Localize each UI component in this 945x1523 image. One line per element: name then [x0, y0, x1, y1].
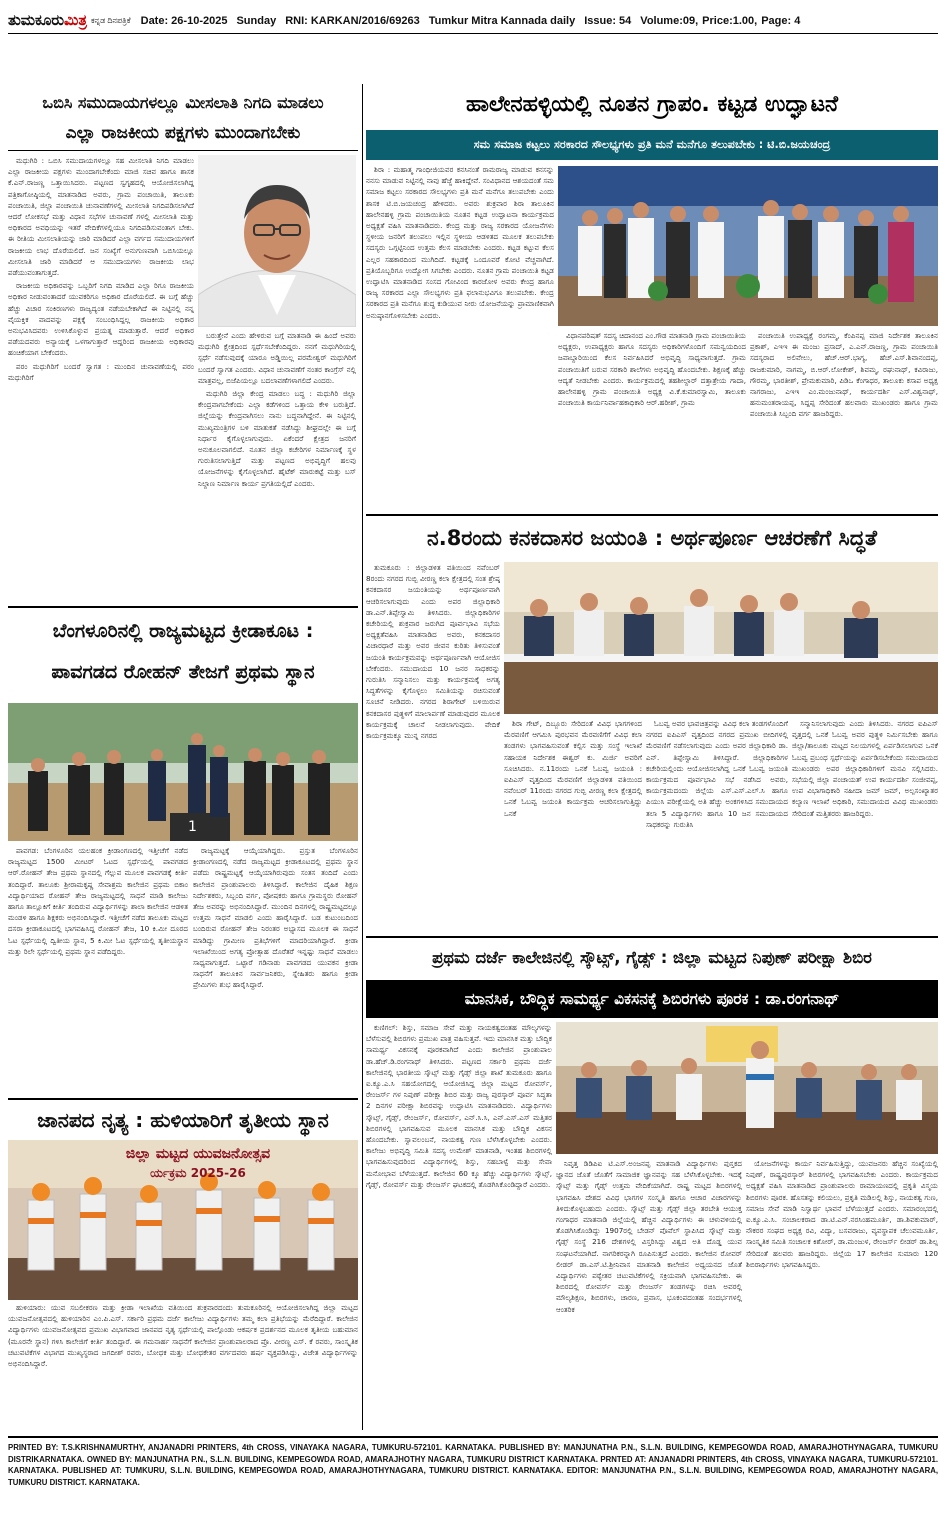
gram-body-col2	[558, 330, 746, 512]
sports-paragraph: ರಾಜ್ಯಮಟ್ಟಕ್ಕೆ ಆಯ್ಕೆಯಾಗಿದ್ದರು. ಪ್ರಸ್ತುತ ಬೆಂಗಳೂರಿನ ಕ್ರೀಡಾಂಗಣದಲ್ಲಿ ನಡೆದ ರಾಜ್ಯಮಟ್ಟದ ಕ್ರೀಡಾಕೂಟದಲ್ಲಿ ಪ್ರಥಮ ಸ್ಥಾನ ಪಡೆದು ರಾಷ್ಟ್ರಮಟ್ಟಕ್ಕೆ ಆಯ್ಕೆಯಾಗಿರುವುದು ಸಂತಸ ತಂದಿದೆ ಎಂದು ಕಾಲೇಜಿನ ಪ್ರಾಂಶುಪಾಲರು ತಿಳಿಸಿದ್ದಾರೆ. ಕಾಲೇಜಿನ ದೈಹಿಕ ಶಿಕ್ಷಣ ನಿರ್ದೇಶಕರು, ಸಿಬ್ಬಂದಿ ವರ್ಗ, ಪೋಷಕರು ಹಾಗೂ ಗ್ರಾಮಸ್ಥರು ರೋಹನ್ ತೇಜ ಅವರನ್ನು ಅಭಿನಂದಿಸಿದ್ದಾರೆ. ಮುಂದಿನ ದಿನಗಳಲ್ಲಿ ರಾಷ್ಟ್ರಮಟ್ಟದಲ್ಲೂ ಉತ್ತಮ ಸಾಧನೆ ಮಾಡಲಿ ಎಂದು ಹಾರೈಸಿದ್ದಾರೆ. ಬಡ ಕುಟುಂಬದಿಂದ ಬಂದಿರುವ ರೋಹನ್ ತೇಜ ನಿರಂತರ ಅಭ್ಯಾಸದ ಮೂಲಕ ಈ ಸಾಧನೆ ಮಾಡಿದ್ದು ಗ್ರಾಮೀಣ ಪ್ರತಿಭೆಗಳಿಗೆ ಮಾದರಿಯಾಗಿದ್ದಾರೆ. ಕ್ರೀಡಾ ಇಲಾಖೆಯಿಂದ ಅಗತ್ಯ ಪ್ರೋತ್ಸಾಹ ದೊರೆತರೆ ಇನ್ನಷ್ಟು ಸಾಧನೆ ಮಾಡಲು ಸಾಧ್ಯವಾಗುತ್ತದೆ. ಒಟ್ಟಾರೆ ಗಡಿನಾಡು ಪಾವಗಡದ ಯುವಕನ ಕ್ರೀಡಾ ಸಾಧನೆಗೆ ತಾಲೂಕಿನ ಸಾರ್ವಜನಿಕರು, ಸ್ನೇಹಿತರು ಹಾಗೂ ಕ್ರೀಡಾ ಪ್ರೇಮಿಗಳು ಶುಭ ಹಾರೈಸಿದ್ದಾರೆ.	[193, 846, 358, 990]
gram-body-col1	[366, 164, 554, 512]
kanaka-body-col2	[504, 718, 642, 934]
sports-paragraph: ಪಾವಗಡ: ಬೆಂಗಳೂರಿನ ಯಲಹಂಕ ಕ್ರೀಡಾಂಗಣದಲ್ಲಿ ಇತ್ತೀಚೆಗೆ ನಡೆದ ರಾಜ್ಯಮಟ್ಟದ 1500 ಮೀಟರ್ ಓಟದ ಸ್ಪರ್ಧೆಯಲ್ಲಿ ಪಾವಗಡದ ಆರ್.ರೋಹನ್ ತೇಜ ಪ್ರಥಮ ಸ್ಥಾನದಲ್ಲಿ ಗೆಲ್ಲುವ ಮೂಲಕ ಪಾವಗಡಕ್ಕೆ ಕೀರ್ತಿ ತಂದಿದ್ದಾರೆ. ತಾಲೂಕು ಶ್ರೀರಾಮಕೃಷ್ಣ ಸೇವಾಶ್ರಮ ಕಾಲೇಜಿನ ಪ್ರಥಮ ಬಿಕಾಂ ವಿದ್ಯಾರ್ಥಿಯಾದ ರೋಹನ್ ತೇಜ ರಾಜ್ಯಮಟ್ಟದಲ್ಲಿ ಸಾಧನೆ ಮಾಡಿ ಕಾಲೇಜು ಹಾಗೂ ತಾಲ್ಲೂಕಿಗೆ ಕೀರ್ತಿ ತಂದಿರುವ ವಿದ್ಯಾರ್ಥಿಗಳನ್ನು ಶಾಲಾ ಕಾಲೇಜಿನ ಆಡಳಿತ ಮಂಡಳಿ ಹಾಗೂ ಶಿಕ್ಷಕರು ಅಭಿನಂದಿಸಿದ್ದಾರೆ. ಇತ್ತೀಚೆಗೆ ನಡೆದ ತಾಲೂಕು ಮಟ್ಟದ ದಸರಾ ಕ್ರೀಡಾಕೂಟದಲ್ಲಿ ಭಾಗವಹಿಸಿದ್ದ ರೋಹನ್ ತೇಜ, 10 ಕಿ.ಮೀ ದೂರದ ಓಟ ಸ್ಪರ್ಧೆಯಲ್ಲಿ ದ್ವಿತೀಯ ಸ್ಥಾನ, 5 ಕಿ.ಮೀ ಓಟ ಸ್ಪರ್ಧೆಯಲ್ಲಿ ತೃತೀಯಸ್ಥಾನ ಮತ್ತು ರಿಲೇ ಸ್ಪರ್ಧೆಯಲ್ಲಿ ಪ್ರಥಮ ಸ್ಥಾನ ಪಡೆದಿದ್ದರು.	[8, 846, 188, 956]
gram-subhead: ಸಮ ಸಮಾಜ ಕಟ್ಟಲು ಸರಕಾರದ ಸೌಲಭ್ಯಗಳು ಪ್ರತಿ ಮನೆ ಮನೆಗೂ ತಲುಪಬೇಕು : ಟಿ.ಬಿ.ಜಯಚಂದ್ರ	[366, 130, 938, 160]
obc-headline-2: ಎಲ್ಲಾ ರಾಜಕೀಯ ಪಕ್ಷಗಳು ಮುಂದಾಗಬೇಕು	[65, 123, 301, 143]
scouts-subhead: ಮಾನಸಿಕ, ಬೌದ್ಧಿಕ ಸಾಮರ್ಥ್ಯ ವಿಕಸನಕ್ಕೆ ಶಿಬಿರಗಳು ಪೂರಕ : ಡಾ.ರಂಗನಾಥ್	[366, 980, 938, 1018]
gram-headline: ಹಾಲೇನಹಳ್ಳಿಯಲ್ಲಿ ನೂತನ ಗ್ರಾಪಂ. ಕಟ್ಟಡ ಉದ್ಘಾಟನೆ	[366, 84, 938, 124]
kanaka-paragraph: ಸನ್ಮಾನಿಸಲಾಗುವುದು ಎಂದು ತಿಳಿಸಿದರು. ನಗರದ ಐಪಿಎಸ್ ವೃತ್ತದಲ್ಲಿ ಒನಕೆ ಓಬವ್ವ ಅವರ ಪುತ್ಥಳಿ ನಿರ್ಮಿಸಬೇಕು ಹಾಗೂ ಜಿಲ್ಲಾ/ತಾಲೂಕು ಮಟ್ಟದ ನಿಲಯಗಳಲ್ಲಿ ಏರ್ಪಡಿಸಲಾಗುವ ಒನಕೆ ಓಬವ್ವ ಪ್ರಬಂಧ ಸ್ಪರ್ಧೆಯನ್ನು ಏರ್ಪಡಿಸಬೇಕೆಂದು ಸಮುದಾಯದ ಮುಖಂಡರು ಅಪರ ಜಿಲ್ಲಾಧಿಕಾರಿಗಳಿಗೆ ಮನವಿ ಸಲ್ಲಿಸಿದರು. ಸಭೆಯಲ್ಲಿ ಜಿಲ್ಲಾ ಪಂಚಾಯತ್ ಉಪ ಕಾರ್ಯದರ್ಶಿ ಸಂಜೀವಪ್ಪ, ಉಪ ವಿಭಾಗಾಧಿಕಾರಿ ನಹೀದಾ ಜಮ್ ಜಮ್, ಅಲ್ಪಸಂಖ್ಯಾತರ ಕಲ್ಯಾಣ ಇಲಾಖೆ ಅಧಿಕಾರಿ, ಸಮುದಾಯದ ವಿವಿಧ ಮುಖಂಡರು ಸೇರಿದಂತೆ ಮತ್ತಿತರರು ಹಾಜರಿದ್ದರು.	[792, 719, 938, 818]
page-number: Page: 4	[761, 14, 801, 27]
scouts-camp-photo	[556, 1022, 938, 1154]
rni-number: RNI: KARKAN/2016/69263	[285, 14, 420, 27]
scouts-paragraph: ಕುಣಿಗಲ್: ಶಿಸ್ತು, ಸಮಾಜ ಸೇವೆ ಮತ್ತು ನಾಯಕತ್ವದಂತಹ ಮೌಲ್ಯಗಳನ್ನು ಬೆಳೆಸುವಲ್ಲಿ ಶಿಬಿರಗಳು ಪ್ರಮುಖ ಪಾತ್ರ ವಹಿಸುತ್ತವೆ. ಇದು ಮಾನಸಿಕ ಮತ್ತು ಬೌದ್ಧಿಕ ಸಾಮರ್ಥ್ಯ ವಿಕಸನಕ್ಕೆ ಪೂರಕವಾಗಿದೆ ಎಂದು ಕಾಲೇಜಿನ ಪ್ರಾಂಶುಪಾಲ ಡಾ.ಹೆಚ್.ಡಿ.ರಂಗನಾಥ್ ತಿಳಿಸಿದರು. ಪಟ್ಟಣದ ಸರ್ಕಾರಿ ಪ್ರಥಮ ದರ್ಜೆ ಕಾಲೇಜಿನಲ್ಲಿ ಭಾರತೀಯ ಸ್ಕೌಟ್ಸ್ ಮತ್ತು ಗೈಡ್ಸ್ ಜಿಲ್ಲಾ ಶಾಖೆ ತುಮಕೂರು ಹಾಗೂ ಐ.ಕ್ಯೂ.ಎ.ಸಿ ಸಹಯೋಗದಲ್ಲಿ ಆಯೋಜಿಸಿದ್ದ ಜಿಲ್ಲಾ ಮಟ್ಟದ ರೋವರ್ಸ್, ರೇಂಜರ್ಸ್ ಗಳ ನಿಪುಣ್ ಪರೀಕ್ಷಾ ಶಿಬಿರ ಮತ್ತು ರಾಜ್ಯ ಪುರಸ್ಕಾರ್ ಪೂರ್ವ ಸಿದ್ಧತಾ 2 ದಿನಗಳ ಪರೀಕ್ಷಾ ಶಿಬಿರವನ್ನು ಉದ್ಘಾಟಿಸಿ ಮಾತನಾಡಿದರು. ವಿದ್ಯಾರ್ಥಿಗಳು ಸ್ಕೌಟ್ಸ್, ಗೈಡ್ಸ್, ರೇಂಜರ್ಸ್, ರೋವರ್ಸ್, ಎನ್.ಸಿ.ಸಿ, ಎನ್.ಎಸ್.ಎಸ್ ಮತ್ತಿತರ ಶಿಬಿರಗಳಲ್ಲಿ ಭಾಗವಹಿಸುವ ಮೂಲಕ ಮಾನಸಿಕ ಮತ್ತು ಬೌದ್ಧಿಕ ವಿಕಸನ ಹೊಂದಬೇಕು. ಸ್ವಾವಲಂಬನೆ, ನಾಯಕತ್ವ ಗುಣ ಬೆಳೆಸಿಕೊಳ್ಳಬೇಕು ಎಂದರು. ಕಾಲೇಜು ಅಭಿವೃದ್ಧಿ ಸಮಿತಿ ಸದಸ್ಯ ಉಮೇಶ್ ಮಾತನಾಡಿ, ಇಂತಹ ಶಿಬಿರಗಳಲ್ಲಿ ಭಾಗವಹಿಸುವುದರಿಂದ ವಿದ್ಯಾರ್ಥಿಗಳಲ್ಲಿ ಶಿಸ್ತು, ಸಹಬಾಳ್ವೆ ಮತ್ತು ಸೇವಾ ಮನೋಭಾವ ಬೆಳೆಯುತ್ತದೆ. ಕಾಲೇಜಿನ 60 ಕ್ಕೂ ಹೆಚ್ಚು ವಿದ್ಯಾರ್ಥಿಗಳು ಸ್ಕೌಟ್ಸ್, ಗೈಡ್ಸ್, ರೋವರ್ಸ್ ಮತ್ತು ರೇಂಜರ್ಸ್ ಘಟಕದಲ್ಲಿ ತೊಡಗಿಸಿಕೊಂಡಿದ್ದಾರೆ ಎಂದರು.	[366, 1023, 552, 1189]
scouts-headline: ಪ್ರಥಮ ದರ್ಜೆ ಕಾಲೇಜಿನಲ್ಲಿ ಸ್ಕೌಟ್ಸ್, ಗೈಡ್ಸ್ : ಜಿಲ್ಲಾ ಮಟ್ಟದ ನಿಪುಣ್ ಪರೀಕ್ಷಾ ಶಿಬಿರ	[432, 948, 872, 967]
scouts-paragraph: ನಿವೃತ್ತ ಡಿಡಿಪಿಐ ಟಿ.ಎಸ್.ಅಂಜನಪ್ಪ ಮಾತನಾಡಿ ವಿದ್ಯಾರ್ಥಿಗಳು ಪುಸ್ತಕದ ಜ್ಞಾನದ ಜೊತೆ ಜೊತೆಗೆ ಸಾಮಾಜಿಕ ಜ್ಞಾನವನ್ನು ಸಹ ಬೆಳೆಸಿಕೊಳ್ಳಬೇಕು. ಇದಕ್ಕೆ ಸ್ಕೌಟ್ಸ್ ಮತ್ತು ಗೈಡ್ಸ್ ಉತ್ತಮ ವೇದಿಕೆಯಾಗಿದೆ. ರಾಷ್ಟ್ರ ಮಟ್ಟದ ಶಿಬಿರಗಳಲ್ಲಿ ಭಾಗವಹಿಸಿ ದೇಶದ ವಿವಿಧ ಭಾಗಗಳ ಸಂಸ್ಕೃತಿ ಹಾಗೂ ಆಚಾರ ವಿಚಾರಗಳನ್ನು ತಿಳಿದುಕೊಳ್ಳಬಹುದು ಎಂದರು. ಸ್ಕೌಟ್ಸ್ ಮತ್ತು ಗೈಡ್ಸ್ ಜಿಲ್ಲಾ ತರಬೇತಿ ಆಯುಕ್ತ ಗಂಗಾಧರ ಮಾತನಾಡಿ ಜಿಲ್ಲೆಯಲ್ಲಿ ಹೆಚ್ಚಿನ ವಿದ್ಯಾರ್ಥಿಗಳು ಈ ಚಳುವಳಿಯಲ್ಲಿ ತೊಡಗಿಸಿಕೊಂಡಿದ್ದು 1907ರಲ್ಲಿ ಬೇಡನ್ ಪೊವೆಲ್ ಸ್ಥಾಪಿಸಿದ ಸ್ಕೌಟ್ಸ್ ಮತ್ತು ಗೈಡ್ಸ್ ಸಂಸ್ಥೆ 216 ದೇಶಗಳಲ್ಲಿ ವಿಸ್ತರಿಸಿದ್ದು ವಿಶ್ವದ ಅತಿ ದೊಡ್ಡ ಯುವ ಸಂಘಟನೆಯಾಗಿದೆ. ನಾಗರಿಕರನ್ನಾಗಿ ರೂಪಿಸುತ್ತದೆ ಎಂದರು. ಕಾಲೇಜಿನ ರೋವರ್ ಲೀಡರ್ ಡಾ.ಎಸ್.ಟಿ.ಶ್ರೀನಿವಾಸ ಮಾತನಾಡಿ ಕಾಲೇಜಿನ ಅಧ್ಯಯನದ ಜೊತೆ ವಿದ್ಯಾರ್ಥಿಗಳು ಪಠ್ಯೇತರ ಚಟುವಟಿಕೆಗಳಲ್ಲಿ ಸಕ್ರಿಯವಾಗಿ ಭಾಗವಹಿಸಬೇಕು. ಈ ಶಿಬಿರದಲ್ಲಿ ರೋವರ್ಸ್ ಮತ್ತು ರೇಂಜರ್ಸ್ ತಂಡಗಳನ್ನು ರಚಿಸಿ ಅವರಲ್ಲಿ ಮೌಲ್ಯಶಿಕ್ಷಣ, ಶಿಬಿರಗಳು, ಚಾರಣ, ಪ್ರವಾಸ, ಭೂಕಂಪದಂತಹ ಸಂದರ್ಭಗಳಲ್ಲಿ ಆಂತರಿಕ	[556, 1159, 742, 1314]
gram-body-col3	[750, 330, 938, 512]
meeting-photo	[504, 562, 938, 714]
sports-headline-1: ಬೆಂಗಳೂರಿನಲ್ಲಿ ರಾಜ್ಯಮಟ್ಟದ ಕ್ರೀಡಾಕೂಟ :	[52, 620, 314, 642]
obc-body-col1	[8, 155, 194, 595]
obc-paragraph: ಮಧುಗಿರಿ ಜಿಲ್ಲಾ ಕೇಂದ್ರ ಮಾಡಲು ಬದ್ಧ : ಮಧುಗಿರಿ ಜಿಲ್ಲಾ ಕೇಂದ್ರವಾಗಬೇಕೆಂದು ಎಲ್ಲಾ ಕಡೆಗಳಿಂದ ಒತ್ತಾಯ ಕೇಳಿ ಬರುತ್ತಿದೆ. ಜಿಲ್ಲೆಯನ್ನು ಕೇಂದ್ರವಾಗಿಸಲು ನಾನು ಬದ್ಧನಾಗಿದ್ದೇನೆ. ಈ ನಿಟ್ಟಿನಲ್ಲಿ ಮುಖ್ಯಮಂತ್ರಿಗಳ ಬಳಿ ಮಾತುಕತೆ ನಡೆಸಿದ್ದು ಶೀಘ್ರದಲ್ಲೇ ಈ ಬಗ್ಗೆ ನಿರ್ಧಾರ ಕೈಗೊಳ್ಳಲಾಗುವುದು. ಏಕೆಂದರೆ ಕ್ಷೇತ್ರದ ಜನರಿಗೆ ಅನುಕೂಲವಾಗಲಿದೆ. ನೂತನ ಜಿಲ್ಲಾ ಕಚೇರಿಗಳ ನಿರ್ಮಾಣಕ್ಕೆ ಸ್ಥಳ ಗುರುತಿಸಲಾಗುತ್ತಿದೆ ಮತ್ತು ಪಟ್ಟಣದ ಅಭಿವೃದ್ಧಿಗೆ ಹಲವು ಯೋಜನೆಗಳನ್ನು ಕೈಗೊಳ್ಳಲಾಗಿದೆ. ಹೈಟೆಕ್ ಮಾರುಕಟ್ಟೆ ಮತ್ತು ಬಸ್ ನಿಲ್ದಾಣ ನಿರ್ಮಾಣ ಕಾರ್ಯ ಪ್ರಗತಿಯಲ್ಲಿದೆ ಎಂದರು.	[198, 389, 356, 488]
rajanna-portrait-photo	[198, 155, 356, 327]
scouts-body-col1	[366, 1022, 552, 1430]
divider	[8, 606, 358, 608]
sports-headline-2: ಪಾವಗಡದ ರೋಹನ್ ತೇಜಗೆ ಪ್ರಥಮ ಸ್ಥಾನ	[51, 661, 315, 683]
divider	[366, 514, 938, 516]
divider	[8, 150, 358, 151]
dance-banner-line-2: ರ್ಯಕ್ರಮ 2025-26	[150, 1166, 246, 1180]
obc-paragraph: ಬರುತ್ತೇನೆ ಎಂದು ಹೇಳಿರುವ ಬಗ್ಗೆ ಮಾತನಾಡಿ ಈ ಹಿಂದೆ ಅವರು ಮಧುಗಿರಿ ಕ್ಷೇತ್ರದಿಂದ ಸ್ಪರ್ಧೆಸಬೇಕೆಂದಿದ್ದರು. ನನಗೆ ಮಧುಗಿರಿಯಲ್ಲಿ ಸ್ಪರ್ಧೆ ನಡೆಸುವುದಕ್ಕೆ ಯಾರೂ ಅಡ್ಡಿಯಿಲ್ಲ ಪರಮೇಶ್ವರ್ ಮಧುಗಿರಿಗೆ ಬಂದರೆ ಸ್ವಾಗತ ಎಂದರು. ವಿಧಾನ ಚುನಾವಣೆಗೆ ನಂತರ ಕಾಂಗ್ರೆಸ್ ನಲ್ಲಿ ಮಾತ್ರವಲ್ಲ, ಬಿಜೆಪಿಯಲ್ಲೂ ಬದಲಾವಣೆಗಳಾಗಲಿದೆ ಎಂದರು.	[198, 331, 356, 385]
kanaka-headline: ನ.8ರಂದು ಕನಕದಾಸರ ಜಯಂತಿ : ಅರ್ಥಪೂರ್ಣ ಆಚರಣೆಗೆ ಸಿದ್ಧತೆ	[427, 525, 877, 550]
dance-body	[8, 1302, 358, 1430]
newspaper-logo: ತುಮಕೂರುಮಿತ್ರ	[8, 12, 87, 29]
obc-body-col2	[198, 330, 356, 595]
scouts-paragraph: ಯೋಜನೆಗಳನ್ನು ಕಾರ್ಯ ನಿರ್ವಹಿಸುತ್ತಿದ್ದು, ಯುವಜನರು ಹೆಚ್ಚಿನ ಸಂಖ್ಯೆಯಲ್ಲಿ ನಿಪುಣ್, ರಾಷ್ಟ್ರಪುರಸ್ಕಾರ್ ಶಿಬಿರಗಳಲ್ಲಿ ಭಾಗವಹಿಸಬೇಕು ಎಂದರು. ಕಾರ್ಯಕ್ರಮದ ಅಧ್ಯಕ್ಷತೆ ವಹಿಸಿ ಮಾತನಾಡಿದ ಪ್ರಾಂಶುಪಾಲರು ರಾಮಾಯಣದಲ್ಲಿ ಪ್ರಕೃತಿ ವಿಸ್ಮಯ ಶಿಬಿರಗಳು ಪೂರಕ. ಹೊಸತನ್ನು ಕಲಿಯಲು, ಪ್ರಕೃತಿ ಮಡಿಲಲ್ಲಿ ಶಿಸ್ತು, ನಾಯಕತ್ವ ಗುಣ, ಸಮಾಜ ಸೇವೆ ಮಾಡಿ ನಿಸ್ವಾರ್ಥ ಭಾವನೆ ಬೆಳೆಯುತ್ತದೆ ಎಂದರು. ಸಮಾರಂಭದಲ್ಲಿ ಐ.ಕ್ಯೂ.ಎ.ಸಿ. ಸಂಚಾಲಕರಾದ ಡಾ.ಟಿ.ಎನ್.ನರಸಿಂಹಮೂರ್ತಿ, ಡಾ.ಶಿವಕುಮಾರ್, ನೌಕರರ ಸಂಘದ ಅಧ್ಯಕ್ಷ ರವಿ, ವಿದ್ಯಾ, ಬಸವರಾಜು, ವ್ಯವಸ್ಥಾಪಕ ಚೆಲುವಮೂರ್ತಿ, ಸಾಂಸ್ಕೃತಿಕ ಸಮಿತಿ ಸಂಚಾಲಕ ಕಿಶೋರ್, ಡಾ.ಮಂಜುಳ, ರೇಂಜರ್ಸ್ ಲೀಡರ್ ಡಾ.ಶಿಲ್ಪ ಸೇರಿದಂತೆ ಹಲವರು ಹಾಜರಿದ್ದರು. ಜಿಲ್ಲೆಯ 17 ಕಾಲೇಜಿನ ಸುಮಾರು 120 ಶಿಬಿರಾರ್ಥಿಗಳು ಭಾಗವಹಿಸಿದ್ದರು.	[746, 1159, 938, 1269]
volume-number: Volume:09,	[640, 14, 699, 27]
dance-headline: ಜಾನಪದ ನೃತ್ಯ : ಹುಳಿಯಾರಿಗೆ ತೃತೀಯ ಸ್ಥಾನ	[37, 1108, 329, 1132]
paper-name: Tumkur Mitra Kannada daily	[428, 14, 576, 27]
column-divider	[362, 84, 363, 1430]
scouts-body-col3	[746, 1158, 938, 1430]
kanaka-paragraph: ಶಿರಾ ಗೇಟ್, ದಿಬ್ಬೂರು ಸೇರಿದಂತೆ ವಿವಿಧ ಭಾಗಗಳಿಂದ ಮೆರವಣಿಗೆ ಆಗಮಿಸಿ ಪುರಭವನ ಮೆರವಣಿಗೆಗೆ ವಿವಿಧ ಕಲಾ ತಂಡಗಳು ಭಾಗವಹಿಸುವಂತೆ ಕಲ್ಪಿಸ ಮತ್ತು ಸಂಸ್ಥೆ ಇಲಾಖೆ ಸಹಾಯಕ ನಿರ್ದೇಶಕ ಈಶ್ವರ್ ಕು. ಮಿರ್ಜಿ ಅವರಿಗೆ ಸೂಚಿಸಿದರು. ನ.11ರಂದು ಒನಕೆ ಓಬವ್ವ ಜಯಂತಿ : ಐಪಿಎಸ್ ವೃತ್ತದಿಂದ ಮೆರವಣಿಗೆ ಜಿಲ್ಲಾಡಳಿತ ವತಿಯಿಂದ ನವೆಂಬರ್ 11ರಂದು ನಗರದ ಗುಬ್ಬಿ ವೀರಣ್ಣ ಕಲಾ ಕ್ಷೇತ್ರದಲ್ಲಿ ಒನಕೆ ಓಬವ್ವ ಜಯಂತಿ ಕಾರ್ಯಕ್ರಮ ಆಚರಿಸಲಾಗುತ್ತಿದ್ದು ಒನಕೆ	[504, 719, 642, 818]
issue-date: Date: 26-10-2025	[140, 14, 228, 27]
kanaka-paragraph: ತುಮಕೂರು : ಜಿಲ್ಲಾಡಳಿತ ವತಿಯಿಂದ ನವೆಂಬರ್ 8ರಂದು ನಗರದ ಗುಬ್ಬಿ ವೀರಣ್ಣ ಕಲಾ ಕ್ಷೇತ್ರದಲ್ಲಿ ಸಂತ ಶ್ರೇಷ್ಠ ಕನಕದಾಸರ ಜಯಂತಿಯನ್ನು ಅರ್ಥಪೂರ್ಣವಾಗಿ ಆಚರಿಸಲಾಗುವುದು ಎಂದು ಅಪರ ಜಿಲ್ಲಾಧಿಕಾರಿ ಡಾ.ಎನ್.ತಿಪ್ಪೇಸ್ವಾಮಿ ತಿಳಿಸಿದರು. ಜಿಲ್ಲಾಧಿಕಾರಿಗಳ ಕಚೇರಿಯಲ್ಲಿ ಶುಕ್ರವಾರ ಜರುಗಿದ ಪೂರ್ವಭಾವಿ ಸಭೆಯ ಅಧ್ಯಕ್ಷತೆವಹಿಸಿ ಮಾತನಾಡಿದ ಅವರು, ಕನಕದಾಸರ ವಿಚಾರಧಾರೆ ಮತ್ತು ಅವರ ಜೀವನ ಕುರಿತು ತಿಳಿಸುವಂತೆ ಜಯಂತಿ ಕಾರ್ಯಕ್ರಮವನ್ನು ಅರ್ಥಪೂರ್ಣವಾಗಿ ಆಯೋಜಿಸ ಬೇಕೆಂದರು. ಸಮುದಾಯದ 10 ಜನರ ಸಾಧಕರನ್ನು ಗುರುತಿಸಿ ಸನ್ಮಾನಿಸಲು ಮತ್ತು ಕಾರ್ಯಕ್ರಮಕ್ಕೆ ಅಗತ್ಯ ಸಿದ್ಧತೆಗಳನ್ನು ಕೈಗೊಳ್ಳಲು ಸಮಿತಿಯನ್ನು ರಚಿಸುವಂತೆ ಸೂಚನೆ ನೀಡಿದರು. ನಗರದ ಶಿರಾಗೇಟ್ ಬಳಿಯಿರುವ ಕನಕದಾಸರ ಪುತ್ಥಳಿಗೆ ಮಾಲಾರ್ಪಣೆ ಮಾಡುವುದರ ಮೂಲಕ ಕಾರ್ಯಕ್ರಮಕ್ಕೆ ಚಾಲನೆ ನೀಡಲಾಗುವುದು. ವೇದಿಕೆ ಕಾರ್ಯಕ್ರಮಕ್ಕೂ ಮುನ್ನ ನಗರದ	[366, 563, 500, 741]
obc-paragraph: ಮಧುಗಿರಿ : ಒಬಿಸಿ ಸಮುದಾಯಗಳಲ್ಲೂ ಸಹ ಮೀಸಲಾತಿ ನಿಗದಿ ಮಾಡಲು ಎಲ್ಲಾ ರಾಜಕೀಯ ಪಕ್ಷಗಳು ಮುಂದಾಗಬೇಕೆಂದು ಮಾಜಿ ಸಚಿವ ಹಾಗೂ ಶಾಸಕ ಕೆ.ಎನ್.ರಾಜಣ್ಣ ಒತ್ತಾಯಿಸಿದರು. ಪಟ್ಟಣದ ಸ್ವಗೃಹದಲ್ಲಿ ಆಯೋಜಿಸಲಾಗಿದ್ದ ಪತ್ರಿಕಾಗೋಷ್ಠಿಯಲ್ಲಿ ಮಾತನಾಡಿದ ಅವರು, ಗ್ರಾಮ ಪಂಚಾಯಿತಿ, ತಾಲೂಕು ಪಂಚಾಯಿತಿ, ಜಿಲ್ಲಾ ಪಂಚಾಯಿತಿ ಚುನಾವಣೆಗಳಲ್ಲಿ ಮೀಸಲಾತಿ ನಿಗದಿಪಡಿಸಲಾಗಿದೆ ಆದರೆ ಲೋಕಸಭೆ ಮತ್ತು ವಿಧಾನ ಸಭೆಗಳ ಚುನಾವಣೆ ಗಳಲ್ಲಿ ಮೀಸಲಾತಿ ಮತ್ತು ಅಧಿಕಾರದ ಅವಧಿಯನ್ನು ಇತರೆ ವೇದಿಕೆಗಳಲ್ಲಿಯೂ ನಿಗದಿಪಡಿಸುವಂತಾಗ ಬೇಕು. ಈ ರೀತಿಯ ಮೀಸಲಾತಿಯನ್ನು ಜಾರಿ ಮಾಡಿದರೆ ಎಲ್ಲಾ ವರ್ಗದ ಸಮುದಾಯಗಳಿಗೆ ರಾಜಕೀಯ ಲಾಭ ದೊರೆಯಲಿದೆ. ಜನ ಸಂಖ್ಯೆಗೆ ಅನುಗುಣವಾಗಿ ಒಬಿಸಿಯಲ್ಲೂ ಮೀಸಲಾತಿ ಜಾರಿ ಮಾಡಿದರೆ ಆ ಸಮುದಾಯಗಳು ರಾಜಕೀಯ ಲಾಭ ಪಡೆಯುವಂತಾಗುತ್ತದೆ.	[8, 156, 194, 278]
masthead	[8, 8, 938, 34]
newspaper-subtitle: ಕನ್ನಡ ದಿನಪತ್ರಿಕೆ	[90, 15, 131, 25]
obc-headline-1: ಒಬಿಸಿ ಸಮುದಾಯಗಳಲ್ಲೂ ಮೀಸಲಾತಿ ನಿಗದಿ ಮಾಡಲು	[42, 93, 324, 112]
inauguration-photo	[558, 166, 938, 326]
gram-paragraph: ಶಿರಾ : ಮಹಾತ್ಮ ಗಾಂಧೀಜಿಯವರ ಕನಸಿನಂತೆ ರಾಮರಾಜ್ಯ ಮಾಡುವ ಕನಸನ್ನು ನನಸು ಮಾಡುವ ನಿಟ್ಟಿನಲ್ಲಿ ನಾವು ಹೆಜ್ಜೆ ಹಾಕಿದ್ದೇವೆ. ಸಂವಿಧಾನದ ಆಶಯದಂತೆ ಸಮ ಸಮಾಜ ಕಟ್ಟಲು ಸರಕಾರದ ಸೌಲಭ್ಯಗಳು ಪ್ರತಿ ಮನೆ ಮನೆಗೂ ತಲುಪಬೇಕು ಎಂದು ಶಾಸಕ ಟಿ.ಬಿ.ಜಯಚಂದ್ರ ಹೇಳಿದರು. ಅವರು ಶುಕ್ರವಾರ ಶಿರಾ ತಾಲೂಕಿನ ಹಾಲೇನಹಳ್ಳಿ ಗ್ರಾಮ ಪಂಚಾಯಿತಿಯ ನೂತನ ಕಟ್ಟಡ ಉದ್ಘಾಟನಾ ಕಾರ್ಯಕ್ರಮದ ಅಧ್ಯಕ್ಷತೆ ವಹಿಸಿ ಮಾತನಾಡಿದರು. ಕೇಂದ್ರ ಮತ್ತು ರಾಜ್ಯ ಸರಕಾರದ ಯೋಜನೆಗಳು ಸ್ಥಳೀಯ ಜನರಿಗೆ ತಲುಪಲು ಇಲ್ಲಿನ ಸ್ಥಳೀಯ ಆಡಳಿತದ ಮೂಲಕ ತಲುಪಬೇಕು ಸದಸ್ಯರು ಒಗ್ಗಟ್ಟಿನಿಂದ ಉತ್ತಮ ಕೆಲಸ ಮಾಡಬೇಕು ಎಂದರು. ಕಟ್ಟಡ ಕಟ್ಟುವ ಕೆಲಸ ಎಲ್ಲರ ಸಹಕಾರದಿಂದ ಮುಗಿದಿದೆ. ಕಟ್ಟಡಕ್ಕೆ ಒಂದೂವರೆ ಕೋಟಿ ವೆಚ್ಚವಾಗಿದೆ. ಪ್ರತಿಯೊಬ್ಬರಿಗೂ ಉದ್ಯೋಗ ಸಿಗಬೇಕು ಎಂದರು. ನೂತನ ಗ್ರಾಮ ಪಂಚಾಯಿತಿ ಕಟ್ಟಡ ಉದ್ಘಾಟಿಸಿ ಮಾತನಾಡಿದ ಸಂಸದ ಗೋವಿಂದ ಕಾರಜೋಳ ಅವರು ಕೇಂದ್ರ ಹಾಗೂ ರಾಜ್ಯ ಸರಕಾರದ ಎಲ್ಲಾ ಸೌಲಭ್ಯಗಳು ಪ್ರತಿ ಫಲಾನುಭವಿಗೂ ತಲುಪಬೇಕು. ಕೇಂದ್ರ ಸರಕಾರದ ಪ್ರತಿ ಮನೆಗೂ ಶುದ್ಧ ಕುಡಿಯುವ ನೀರು ಯೋಜನೆಯನ್ನು ಪ್ರಾಮಾಣಿಕವಾಗಿ ಅನುಷ್ಠಾನಗೊಳಿಸಬೇಕು ಎಂದರು.	[366, 165, 554, 320]
dance-paragraph: ಹುಳಿಯಾರು: ಯುವ ಸಬಲೀಕರಣ ಮತ್ತು ಕ್ರೀಡಾ ಇಲಾಖೆಯ ವತಿಯಿಂದ ಶುಕ್ರವಾರದಂದು ತುಮಕೂರಿನಲ್ಲಿ ಆಯೋಜಿಸಲಾಗಿದ್ದ ಜಿಲ್ಲಾ ಮಟ್ಟದ ಯುವಜನೋತ್ಸವದಲ್ಲಿ ಹುಳಿಯಾರಿನ ಎಂ.ಪಿ.ಎಸ್. ಸರ್ಕಾರಿ ಪ್ರಥಮ ದರ್ಜೆ ಕಾಲೇಜು ವಿದ್ಯಾರ್ಥಿಗಳು ತಮ್ಮ ಕಲಾ ಪ್ರತಿಭೆಯನ್ನು ಮೆರೆದಿದ್ದಾರೆ. ಕಾಲೇಜಿನ ವಿದ್ಯಾರ್ಥಿಗಳು ಯುವಜನೋತ್ಸವದ ಪ್ರಮುಖ ವಿಭಾಗವಾದ ಜಾನಪದ ನೃತ್ಯ ಸ್ಪರ್ಧೆಯಲ್ಲಿ ಪಾಲ್ಗೊಂಡು ಆಕರ್ಷಕ ಪ್ರದರ್ಶನದ ಮೂಲಕ ತೃತೀಯ ಬಹುಮಾನ (ಮೂರನೇ ಸ್ಥಾನ) ಗಳಿಸಿ ಕಾಲೇಜಿಗೆ ಕೀರ್ತಿ ತಂದಿದ್ದಾರೆ. ಈ ಗಮನಾರ್ಹ ಸಾಧನೆಗೆ ಕಾಲೇಜಿನ ಪ್ರಾಂಶುಪಾಲರಾದ ಪ್ರೊ. ವೀರಣ್ಣ ಎಸ್. ಕೆ ರವರು, ಸಾಂಸ್ಕೃತಿಕ ಚಟುವಟಿಕೆಗಳ ವಿಭಾಗದ ಮುಖ್ಯಸ್ಥರಾದ ಜಗದೀಶ್ ರವರು, ಬೋಧಕ ಮತ್ತು ಬೋಧಕೇತರ ವರ್ಗದವರು ಹರ್ಷ ವ್ಯಕ್ತಪಡಿಸಿದ್ದು, ವಿಜೇತ ವಿದ್ಯಾರ್ಥಿಗಳನ್ನು ಅಭಿನಂದಿಸಿದ್ದಾರೆ.	[8, 1303, 358, 1369]
gram-paragraph: ಪಂಚಾಯಿತಿ ಉಪಾಧ್ಯಕ್ಷೆ ರಂಗಮ್ಮ, ಕೆಂಪಿನಪ್ಪ ಮಾಜಿ ನಿರ್ದೇಶಕ ತಾಲೂಕಿನ ಪ್ರಕಾಶ್, ಎಇಇ ಈ ಮಂಜು ಪ್ರಸಾದ್, ಎ.ಎನ್.ರಾಜಣ್ಣ, ಗ್ರಾಮ ಪಂಚಾಯಿತಿ ಸದಸ್ಯರಾದ ಅಲಿವೇಲು, ಹೆಚ್.ಆರ್.ಭಾಗ್ಯ, ಹೆಚ್.ಎಸ್.ಶಿವಾನಂದಪ್ಪ, ರಾಜಕುಮಾರಿ, ನಾಗಮ್ಮ, ಬಿ.ಆರ್.ಲೋಕೇಶ್, ಶಿವಮ್ಮ, ರಘುನಾಥ್, ಕವಿರಾಜು, ಗೌರಮ್ಮ, ಭಾರತೀಶ್, ಪ್ರೇಮಕುಮಾರಿ, ಪಿಡಿಒ ಕೆಂಗಾಧರ, ತಾಲೂಕು ಕಸಾಪ ಅಧ್ಯಕ್ಷ ನಾಗರಾಜು, ಎಇಇ ಎಂ.ಮಂಜುನಾಥ್, ಕಾರ್ಯದರ್ಶಿ ಎಸ್.ವಿಶ್ವನಾಥ್, ಹನುಮಂತರಾಯಪ್ಪ, ಸಿದ್ದಪ್ಪ ಸೇರಿದಂತೆ ಹಲವಾರು ಮುಖಂಡರು ಹಾಗೂ ಗ್ರಾಮ ಪಂಚಾಯಿತಿ ಸಿಬ್ಬಂದಿ ವರ್ಗ ಹಾಜರಿದ್ದರು.	[750, 331, 938, 419]
svg-text:1: 1	[188, 819, 197, 835]
sports-body-col2	[193, 845, 358, 1095]
divider	[8, 1098, 358, 1100]
dance-banner-line-1: ಜಿಲ್ಲಾ ಮಟ್ಟದ ಯುವಜನೋತ್ಸವ	[125, 1146, 271, 1162]
issue-day: Sunday	[236, 14, 277, 27]
scouts-body-col2	[556, 1158, 742, 1430]
kanaka-paragraph: ಓಬವ್ವ ಅವರ ಭಾವಚಿತ್ರವನ್ನು ವಿವಿಧ ಕಲಾ ತಂಡಗಳೊಂದಿಗೆ ನಗರದ ಐಪಿಎಸ್ ವೃತ್ತದಿಂದ ನಗರದ ಪ್ರಮುಖ ಬೀದಿಗಳಲ್ಲಿ ಮೆರವಣಿಗೆ ನಡೆಸಲಾಗುವುದು ಎಂದು ಅಪರ ಜಿಲ್ಲಾಧಿಕಾರಿ ಡಾ. ಎನ್. ತಿಪ್ಪೇಸ್ವಾಮಿ ತಿಳಿಸಿದ್ದಾರೆ. ಜಿಲ್ಲಾಧಿಕಾರಿಗಳ ಕಚೇರಿಯಲ್ಲಿಂದು ಆಯೋಜಿಸಲಾಗಿದ್ದ ಒನಕೆ ಓಬವ್ವ ಜಯಂತಿ ಕಾರ್ಯಕ್ರಮದ ಪೂರ್ವಭಾವಿ ಸಭೆ ನಡೆಸಿದ ಅವರು, ಕಾರ್ಯಕ್ರಮದಂದು ಜಿಲ್ಲೆಯ ಎಸ್.ಎಸ್.ಎಲ್.ಸಿ ಹಾಗೂ ಪಿಯುಸಿ ಪರೀಕ್ಷೆಯಲ್ಲಿ ಅತಿ ಹೆಚ್ಚು ಅಂಕಗಳಿಸಿದ ಸಮುದಾಯದ ತಲಾ 5 ವಿದ್ಯಾರ್ಥಿಗಳು ಹಾಗೂ 10 ಜನ ಸಮುದಾಯದ ಸಾಧಕರನ್ನು ಗುರುತಿಸಿ	[646, 719, 788, 829]
divider	[366, 936, 938, 938]
obc-paragraph: ಪರಂ ಮಧುಗಿರಿಗೆ ಬಂದರೆ ಸ್ವಾಗತ : ಮುಂದಿನ ಚುನಾವಣೆಯಲ್ಲಿ ಪರಂ ಮಧುಗಿರಿಗೆ	[8, 361, 194, 382]
kanaka-body-col3	[646, 718, 788, 934]
obc-paragraph: ರಾಜಕೀಯ ಅಧಿಕಾರವನ್ನು ಒಬ್ಬರಿಗೆ ನಿಗದಿ ಮಾಡಿದ ಎಲ್ಲಾ ರಿಗೂ ರಾಜಕೀಯ ಅಧಿಕಾರ ನೀಡುವಂತಾದರೆ ಯುವಕರಿಗೂ ಅಧಿಕಾರ ದೊರೆಯಲಿದೆ. ಈ ಬಗ್ಗೆ ಹೆಚ್ಚು ಹೆಚ್ಚು ವಿಚಾರ ಸಂಕಿರಣಗಳು ರಾಜ್ಯದ್ಯಂತ ನಡೆಯಬೇಕಾಗಿದೆ ಈ ನಿಟ್ಟಿನಲ್ಲಿ ನನ್ನ ವೈಯಕ್ತಿಕ ವಾದವನ್ನು ಪಕ್ಷಕ್ಕೆ ಸಂಬಂಧಿಸಿದ್ದಲ್ಲ ರಾಜಕೀಯ ಅಧಿಕಾರ ಅನುಭವಿಸಿದವರು ಉಳಿಸಿಕೊಳ್ಳುವ ಪ್ರಯತ್ನ ಮಾಡುತ್ತಾರೆ. ಆದರೆ ಅಧಿಕಾರ ಪಡೆಯದವರು ಅನ್ಯಾಯಕ್ಕೆ ಒಳಗಾಗುತ್ತಾರೆ ಆದ್ದರಿಂದ ರಾಜಕೀಯ ಅಧಿಕಾರವು ಹಂಚಿಕೆಯಾಗ ಬೇಕೆಂದರು.	[8, 281, 194, 358]
gram-paragraph: ವಿಧಾನಪರಿಷತ್ ಸದಸ್ಯ ಚಿದಾನಂದ ಎಂ.ಗೌಡ ಮಾತನಾಡಿ ಗ್ರಾಮ ಪಂಚಾಯಿತಿಯ ಅಧ್ಯಕ್ಷರು, ಉಪಾಧ್ಯಕ್ಷರು ಹಾಗೂ ಸದಸ್ಯರು ಅಧಿಕಾರಿಗಳೊಂದಿಗೆ ಸಮನ್ವಯದಿಂದ ಜವಾಬ್ದಾರಿಯಿಂದ ಕೆಲಸ ನಿರ್ವಹಿಸಿದರೆ ಅಭಿವೃದ್ಧಿ ಸಾಧ್ಯವಾಗುತ್ತದೆ. ಗ್ರಾಮ ಪಂಚಾಯಿತಿಗೆ ಬರುವ ಸರಕಾರಿ ಶಾಲೆಗಳು ಅಭಿವೃದ್ಧಿ ಹೊಂದಬೇಕು. ಶಿಕ್ಷಣಕ್ಕೆ ಹೆಚ್ಚು ಆದ್ಯತೆ ನೀಡಬೇಕು ಎಂದರು. ಕಾರ್ಯಕ್ರಮದಲ್ಲಿ ತಹಶೀಲ್ದಾರ್ ದತ್ತಾತ್ರೇಯ ಗಾದಾ, ಹಾಲೇನಹಳ್ಳಿ ಗ್ರಾಮ ಪಂಚಾಯಿತಿ ಅಧ್ಯಕ್ಷ ವಿ.ಕೆ.ಕುಮಾರಸ್ವಾಮಿ, ತಾಲೂಕು ಪಂಚಾಯಿತಿ ಕಾರ್ಯನಿರ್ವಾಹಕಾಧಿಕಾರಿ ಆರ್.ಹರೀಶ್, ಗ್ರಾಮ	[558, 331, 746, 408]
issue-number: Issue: 54	[584, 14, 632, 27]
price: Price:1.00,	[702, 14, 758, 27]
kanaka-body-col1	[366, 562, 500, 934]
kanaka-body-col4	[792, 718, 938, 934]
imprint-footer: PRINTED BY: T.S.KRISHNAMURTHY, ANJANADRI PRINTERS, 4th CROSS, VINAYAKA NAGARA, TUMKURU-572101. KARNATAKA. PUBLISHED BY: MANJUNATHA P.N., S.L.N. BUILDING, KEMPEGOWDA ROAD, AMARAJHOTHYNAGARA, TUMKURU DISTRIKARNATAKA. OWNED BY: MANJUNATHA P.N., S.L.N. BUILDING, KEMPEGOWDA ROAD, AMARAJHOTHY NAGARA, TUMKURU DISTRICT KARNATAKA. PRNTED AT: ANJANADRI PRINTERS, 4th CROSS, VINAYAKA NAGARA, TUMKURU-572101. KARNATAKA. PUBLISHED AT: TUMKURU, S.L.N. BUILDING, KEMPEGOWDA ROAD, AMARAJHOTHYNAGARA, TUMKURU DISTRICT. KARNATAKA. EDITOR: MANJUNATHA P.N., S.L.N. BUILDING, KEMPEGOWDA ROAD, AMARAJHOTHY NAGARA, TUMKURU DISTRICT. KARNATAKA.	[8, 1436, 938, 1510]
sports-body-col1	[8, 845, 188, 1095]
sports-podium-photo	[8, 703, 358, 841]
folk-dance-photo	[8, 1140, 358, 1300]
